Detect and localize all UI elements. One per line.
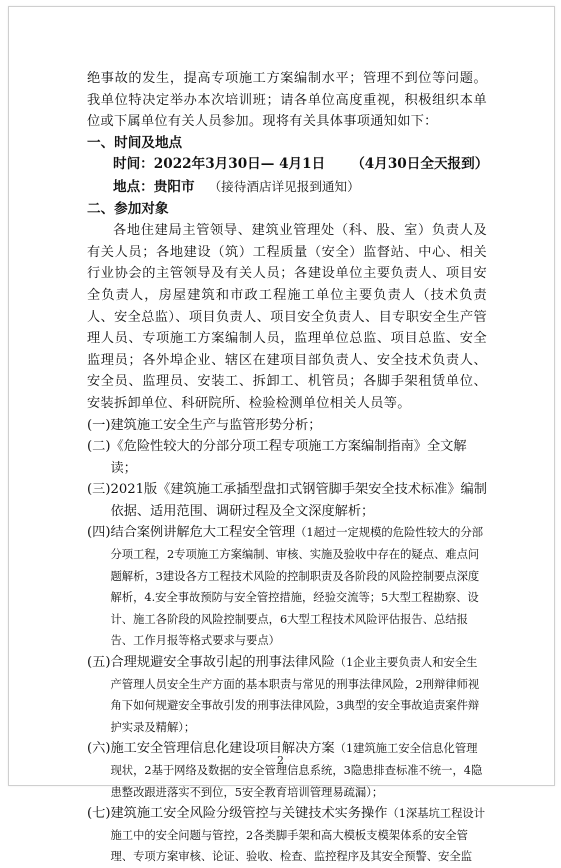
section-heading-participants: 二、参加对象 [87, 200, 169, 217]
item-title: 2021版《建筑施工承插型盘扣式钢管脚手架安全技术标准》编制依据、适用范围、调研过程及全文深度解析； [110, 482, 487, 519]
time-note: （4月30日全天报到） [351, 156, 489, 173]
place-label: 地点：贵阳市 [113, 178, 195, 195]
item-title: 建筑施工安全风险分级管控与关键技术实务操作 [110, 806, 388, 822]
participants-paragraph: 各地住建局主管领导、建筑业管理处（科、股、室）负责人及有关人员；各地建设（筑）工程质量（安全）监督站、中心、相关行业协会的主管领导及有关人员；各建设单位主要负责人、项目安全负责人，房屋建筑和市政工程施工单位主要负责人（技术负责人、安全总监）、项目负责人、项目安全负责人、目专职安全生产管理人员、专项施工方案编制人员，监理单位总监、项目总监、安全监理员；各外埠企业、辖区在建项目部负责人、安全技术负责人、安全员、监理员、安装工、拆卸工、机管员；各脚手架租赁单位、安装拆卸单位、科研院所、检验检测单位相关人员等。 [87, 223, 487, 411]
item-number: (一) [87, 417, 111, 433]
item-title: 结合案例讲解危大工程安全管理 [110, 525, 296, 541]
page-number: 2 [277, 754, 284, 767]
item-number: (七) [87, 806, 111, 822]
list-item [87, 652, 487, 738]
place-note: （接待酒店详见报到通知） [208, 178, 360, 194]
section-heading-time-place: 一、时间及地点 [87, 134, 183, 151]
item-detail: （1超过一定规模的危险性较大的分部分项工程，2专项施工方案编制、审核、实施及验收中存在的疑点、难点问题解析，3建设各方工程技术风险的控制职责及各阶段的风险控制要点深度解析，4.安全事故预防与安全管控措施，经验交流等；5大型工程勘察、设计、施工各阶段的风险控制要点，6大型工程技术风险评估报告、总结报告、工作月报等格式要求与要点） [110, 526, 484, 648]
list-item [87, 803, 487, 868]
item-title: 建筑施工安全生产与监管形势分析； [110, 417, 322, 433]
item-number: (三) [87, 482, 111, 498]
time-label: 时间：2022年3月30日— 4月1日 [113, 156, 326, 173]
item-title: 《危险性较大的分部分项工程专项施工方案编制指南》全文解读； [110, 439, 467, 476]
item-number: (二) [87, 439, 111, 455]
list-item [87, 436, 487, 479]
item-detail: （1建筑施工安全信息化管理现状，2基于网络及数据的安全管理信息系统，3隐患排查标准不统一，4隐患整改跟进落实不到位，5安全教育培训管理易疏漏）； [110, 742, 483, 799]
item-number: (五) [87, 655, 111, 671]
place-line [113, 176, 487, 199]
topic-list [87, 415, 487, 868]
item-number: (四) [87, 525, 111, 541]
item-detail: （1深基坑工程设计施工中的安全问题与管控，2各类脚手架和高大模板支模架体系的安全管理、专项方案审核、论证、验收、检查、监控程序及其安全预警、安全监 [110, 807, 485, 864]
item-number: (六) [87, 741, 111, 757]
intro-paragraph: 绝事故的发生，提高专项施工方案编制水平；管理不到位等问题。我单位特决定举办本次培训班；请各单位高度重视，积极组织本单位或下属单位有关人员参加。现将有关具体事项通知如下： [87, 71, 487, 130]
document-content [87, 68, 487, 868]
item-detail: （1企业主要负责人和安全生产管理人员安全生产方面的基本职责与常见的刑事法律风险，2刑辩律师视角下如何规避安全事故引发的刑事法律风险，3典型的安全事故追责案件辩护实录及精解）； [110, 656, 480, 734]
time-line [113, 154, 487, 176]
item-title: 合理规避安全事故引起的刑事法律风险 [110, 655, 335, 671]
list-item [87, 522, 487, 652]
item-title: 施工安全管理信息化建设项目解决方案 [110, 741, 335, 757]
list-item [87, 738, 487, 803]
list-item [87, 415, 487, 437]
list-item [87, 479, 487, 522]
